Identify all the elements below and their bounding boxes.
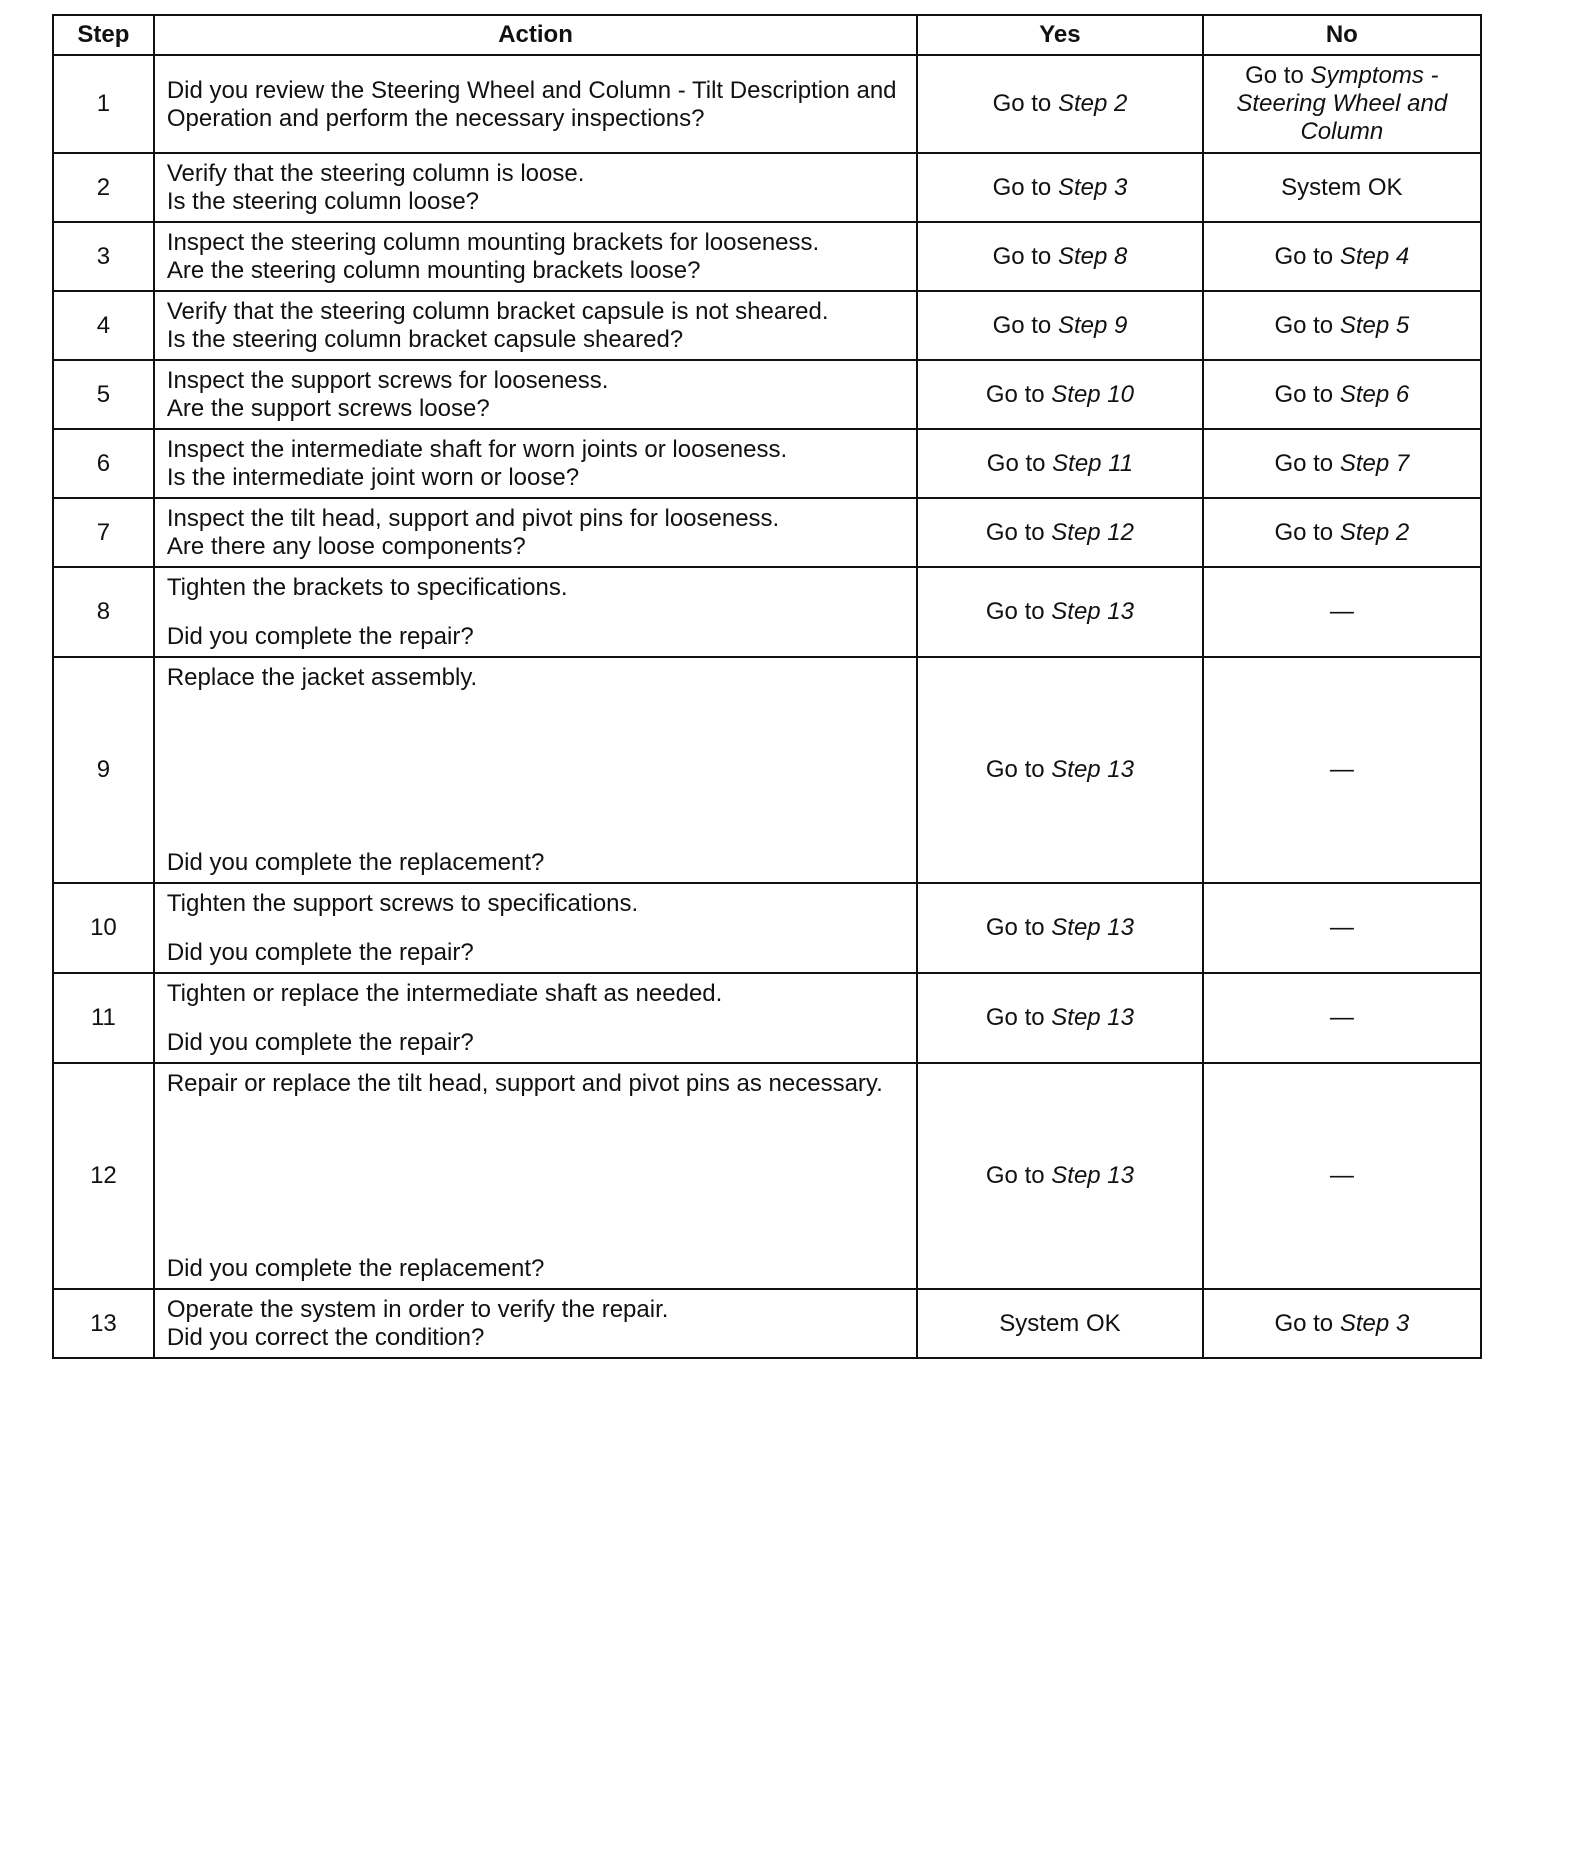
table-row (53, 657, 1481, 883)
step-number: 8 (53, 567, 154, 657)
yes-prefix: Go to (985, 518, 1052, 546)
step-number: 13 (53, 1289, 154, 1358)
no-cell (1203, 1063, 1481, 1289)
yes-prefix: Go to (985, 380, 1052, 408)
action-question: Did you complete the replacement? (166, 849, 545, 876)
table-row (53, 1289, 1481, 1358)
no-cell (1203, 883, 1481, 973)
no-cell (1203, 153, 1481, 222)
step-number: 11 (53, 973, 154, 1063)
action-question: Did you complete the replacement? (166, 1255, 545, 1282)
action-cell (154, 883, 917, 973)
action-question: Is the intermediate joint worn or loose? (166, 464, 580, 491)
action-cell (154, 1063, 917, 1289)
yes-prefix: Go to (992, 90, 1058, 117)
no-dash: — (1329, 1162, 1354, 1189)
yes-step-ref: Step 13 (1051, 914, 1134, 941)
no-prefix: Go to (1274, 1309, 1340, 1337)
action-text: Verify that the steering column is loose. (166, 160, 585, 187)
no-step-ref: Symptoms - Steering Wheel and Column (1236, 62, 1448, 145)
table-row (53, 973, 1481, 1063)
yes-cell (917, 222, 1202, 291)
action-cell (154, 498, 917, 567)
yes-step-ref: Step 13 (1051, 756, 1134, 783)
table-row (53, 153, 1481, 222)
yes-prefix: Go to (992, 311, 1058, 339)
no-cell (1203, 55, 1481, 153)
table-row (53, 291, 1481, 360)
yes-step-ref: Step 3 (1057, 173, 1128, 201)
step-number: 2 (53, 153, 154, 222)
action-text: Tighten the brackets to specifications. (166, 574, 568, 601)
header-action: Action (154, 15, 917, 55)
header-yes: Yes (917, 15, 1202, 55)
no-dash: — (1329, 598, 1354, 625)
action-cell (154, 360, 917, 429)
yes-cell (917, 883, 1202, 973)
yes-prefix: System OK (999, 1309, 1121, 1337)
step-number: 12 (53, 1063, 154, 1289)
yes-cell (917, 567, 1202, 657)
no-cell (1203, 1289, 1481, 1358)
no-prefix: Go to (1274, 449, 1340, 477)
no-prefix: Go to (1274, 518, 1340, 546)
yes-prefix: Go to (985, 756, 1052, 783)
action-text: Inspect the intermediate shaft for worn joints or looseness. (166, 436, 788, 463)
action-text: Operate the system in order to verify the repair. (166, 1296, 669, 1323)
yes-step-ref: Step 13 (1051, 598, 1134, 625)
yes-cell (917, 429, 1202, 498)
action-question: Did you complete the repair? (166, 1029, 474, 1056)
action-text: Verify that the steering column bracket capsule is not sheared. (166, 298, 829, 325)
no-dash: — (1329, 1004, 1354, 1031)
yes-step-ref: Step 13 (1051, 1162, 1134, 1189)
no-cell (1203, 498, 1481, 567)
yes-prefix: Go to (985, 1004, 1052, 1031)
action-text: Repair or replace the tilt head, support and pivot pins as necessary. (166, 1070, 883, 1097)
no-prefix: System OK (1281, 173, 1403, 201)
no-prefix: Go to (1274, 242, 1340, 270)
table-row (53, 883, 1481, 973)
yes-prefix: Go to (992, 242, 1058, 270)
action-question: Did you complete the repair? (166, 939, 474, 966)
yes-step-ref: Step 2 (1057, 90, 1128, 117)
yes-step-ref: Step 9 (1057, 311, 1128, 339)
action-text: Inspect the tilt head, support and pivot pins for looseness. (166, 505, 780, 532)
action-cell (154, 973, 917, 1063)
table-row (53, 429, 1481, 498)
action-cell (154, 222, 917, 291)
no-step-ref: Step 6 (1339, 380, 1410, 408)
no-prefix: Go to (1274, 311, 1340, 339)
no-step-ref: Step 3 (1339, 1309, 1410, 1337)
action-cell (154, 153, 917, 222)
action-text: Replace the jacket assembly. (166, 664, 478, 691)
yes-step-ref: Step 12 (1051, 518, 1134, 546)
step-number: 4 (53, 291, 154, 360)
action-text: Tighten the support screws to specifications. (166, 890, 639, 917)
table-header-row (53, 15, 1481, 55)
action-question: Is the steering column loose? (166, 188, 480, 215)
no-step-ref: Step 2 (1339, 518, 1410, 546)
yes-cell (917, 657, 1202, 883)
no-cell (1203, 973, 1481, 1063)
action-text: Did you review the Steering Wheel and Column - Tilt Description and Operation and perform the necessary inspections? (166, 76, 897, 132)
no-cell (1203, 429, 1481, 498)
table-row (53, 498, 1481, 567)
no-cell (1203, 567, 1481, 657)
no-cell (1203, 222, 1481, 291)
yes-prefix: Go to (985, 1162, 1052, 1189)
yes-step-ref: Step 11 (1052, 449, 1134, 477)
yes-cell (917, 498, 1202, 567)
action-question: Are there any loose components? (166, 533, 526, 560)
yes-prefix: Go to (985, 598, 1052, 625)
yes-cell (917, 1289, 1202, 1358)
table-row (53, 360, 1481, 429)
header-step: Step (53, 15, 154, 55)
step-number: 1 (53, 55, 154, 153)
yes-cell (917, 1063, 1202, 1289)
step-number: 6 (53, 429, 154, 498)
diagnostic-table (52, 14, 1482, 1359)
table-row (53, 55, 1481, 153)
table-row (53, 1063, 1481, 1289)
action-cell (154, 291, 917, 360)
action-question: Is the steering column bracket capsule sheared? (166, 326, 684, 353)
no-prefix: Go to (1274, 380, 1340, 408)
yes-prefix: Go to (986, 449, 1053, 477)
no-prefix: Go to (1245, 62, 1311, 89)
yes-cell (917, 291, 1202, 360)
action-cell (154, 55, 917, 153)
action-cell (154, 567, 917, 657)
yes-prefix: Go to (985, 914, 1052, 941)
yes-step-ref: Step 10 (1051, 380, 1134, 408)
yes-step-ref: Step 13 (1051, 1004, 1134, 1031)
table-row (53, 222, 1481, 291)
no-step-ref: Step 4 (1339, 242, 1410, 270)
action-text: Inspect the support screws for looseness. (166, 367, 609, 394)
step-number: 5 (53, 360, 154, 429)
table-row (53, 567, 1481, 657)
yes-cell (917, 55, 1202, 153)
yes-prefix: Go to (992, 173, 1058, 201)
step-number: 10 (53, 883, 154, 973)
action-question: Are the steering column mounting brackets loose? (166, 257, 701, 284)
no-dash: — (1329, 756, 1354, 783)
action-cell (154, 429, 917, 498)
yes-cell (917, 973, 1202, 1063)
no-cell (1203, 360, 1481, 429)
step-number: 7 (53, 498, 154, 567)
no-dash: — (1329, 914, 1354, 941)
step-number: 3 (53, 222, 154, 291)
header-no: No (1203, 15, 1481, 55)
yes-cell (917, 153, 1202, 222)
action-text: Tighten or replace the intermediate shaft as needed. (166, 980, 723, 1007)
no-cell (1203, 291, 1481, 360)
action-question: Are the support screws loose? (166, 395, 490, 422)
action-cell (154, 1289, 917, 1358)
no-step-ref: Step 5 (1339, 311, 1410, 339)
yes-step-ref: Step 8 (1057, 242, 1128, 270)
action-question: Did you correct the condition? (166, 1324, 485, 1351)
action-cell (154, 657, 917, 883)
no-step-ref: Step 7 (1339, 449, 1410, 477)
action-text: Inspect the steering column mounting brackets for looseness. (166, 229, 820, 256)
yes-cell (917, 360, 1202, 429)
no-cell (1203, 657, 1481, 883)
step-number: 9 (53, 657, 154, 883)
action-question: Did you complete the repair? (166, 623, 474, 650)
